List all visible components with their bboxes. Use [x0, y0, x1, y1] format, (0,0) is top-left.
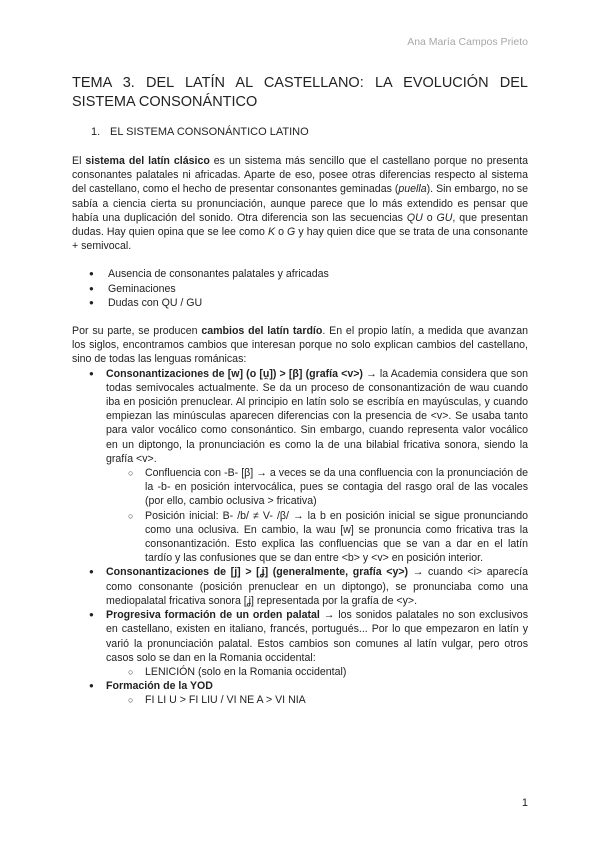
sublist	[128, 693, 528, 707]
italic-term: puella	[398, 183, 427, 196]
intro-paragraph	[72, 154, 528, 253]
bold-term: sistema del latín clásico	[85, 155, 210, 167]
italic-term: QU	[406, 211, 423, 224]
author-header: Ana María Campos Prieto	[407, 36, 528, 48]
bold-term: Consonantizaciones de [j] > [ʝ] (generalmente, grafía <y>)	[106, 566, 409, 579]
italic-term: K	[267, 226, 276, 239]
list-item: ● Geminaciones	[89, 282, 528, 296]
page-number: 1	[521, 797, 528, 809]
text-run: y hay quien dice que se trata de una consonante + semivocal.	[72, 226, 528, 253]
sublist-item: ○ Posición inicial: B- /b/ ≠ V- /β/ → la b en posición inicial se sigue pronunciando como una oclusiva. En cambio, la wau [w] se pronuncia como fricativa tras la consonantización. Esto explica las confluencias que se van a dar en el latín tardío y las confusiones que se dan entre <b> y <v> en posición interior.	[128, 509, 528, 566]
section-title: EL SISTEMA CONSONÁNTICO LATINO	[110, 126, 309, 138]
sublist-item: ○ LENICIÓN (solo en la Romania occidental)	[128, 665, 528, 679]
late-latin-paragraph	[72, 324, 528, 367]
bold-term: Formación de la YOD	[106, 680, 213, 693]
text-run: es un sistema más sencillo que el castellano porque no presenta consonantes palatales ni africadas. Aparte de eso, posee otras diferencias respecto al sistema del castellano, como el hecho de presentar consonantes geminadas (	[72, 155, 529, 196]
bold-term: Consonantizaciones de [w] (o [u̯]) > [β] (grafía <v>)	[106, 367, 363, 380]
text-run: o	[422, 211, 437, 224]
changes-list	[89, 367, 528, 708]
sublist-item: ○ Confluencia con -B- [β] → a veces se da una confluencia con la pronunciación de la -b- en posición intervocálica, pues se contagia del rasgo oral de las vocales (por ello, cambio oclusiva > fricativa)	[128, 466, 528, 509]
sublist	[128, 466, 528, 565]
document-body	[72, 154, 528, 708]
bold-term: Progresiva formación de un orden palatal	[106, 609, 320, 622]
sublist	[128, 665, 528, 679]
text-run: . En el propio latín, a medida que avanzan los siglos, encontramos cambios que interesan porque no solo explican cambios del castellano, sino de todas las lenguas románicas:	[72, 325, 528, 366]
text-run: Por su parte, se producen	[72, 325, 202, 338]
features-list	[89, 267, 528, 310]
list-item: ● Dudas con QU / GU	[89, 296, 528, 310]
list-item: ● Ausencia de consonantes palatales y africadas	[89, 267, 528, 281]
list-item	[89, 367, 528, 566]
bold-term: cambios del latín tardío	[201, 325, 323, 338]
section-number: 1.	[91, 126, 101, 138]
list-item	[89, 565, 528, 608]
italic-term: G	[287, 226, 296, 239]
text-run: , que presentan dudas. Hay quien opina que se lee como	[72, 211, 529, 239]
text-run: ). Sin embargo, no se sabía a ciencia cierta su pronunciación, aunque parece que lo más extendido es pensar que había una duplicación del sonido. Otra diferencia son las secuencias	[72, 183, 528, 224]
italic-term: GU	[436, 211, 453, 224]
sublist-item: ○ FI LI U > FI LIU / VI NE A > VI NIA	[128, 693, 528, 707]
section-heading	[91, 126, 309, 138]
text-run: o	[275, 226, 288, 239]
list-item	[89, 679, 528, 707]
text-run: → cuando <i> aparecía como consonante (posición prenuclear en un diptongo), se pronunciaba como una mediopalatal fricativa sonora [ʝ] representada por la grafía de <y>.	[106, 566, 529, 607]
text-run: → los sonidos palatales no son exclusivos en castellano, existen en italiano, francés, portugués... Por lo que empezaron en latín y varió la pronunciación palatal. Estos cambios son comunes al latín vulgar, pero otros casos solo se dan en la Romania occidental:	[106, 609, 528, 664]
list-item	[89, 608, 528, 679]
document-title: TEMA 3. DEL LATÍN AL CASTELLANO: LA EVOLUCIÓN DEL SISTEMA CONSONÁNTICO	[72, 75, 528, 110]
text-run: → la Academia considera que son todas semivocales actualmente. Se da un proceso de consonantización de wau cuando iba en posición prenuclear. Al principio en latín solo se escribía en mayúsculas, y cuando empiezan las minúsculas aparecen diferencias con la presencia de <v>. Se usaba tanto para valor vocálico como consonántico. Sin embargo, cuando representa valor vocálico en un diptongo, la pronunciación es como la de una bilabial fricativa sonora, siendo la grafía <v>.	[106, 367, 528, 465]
text-run: El	[72, 155, 86, 167]
